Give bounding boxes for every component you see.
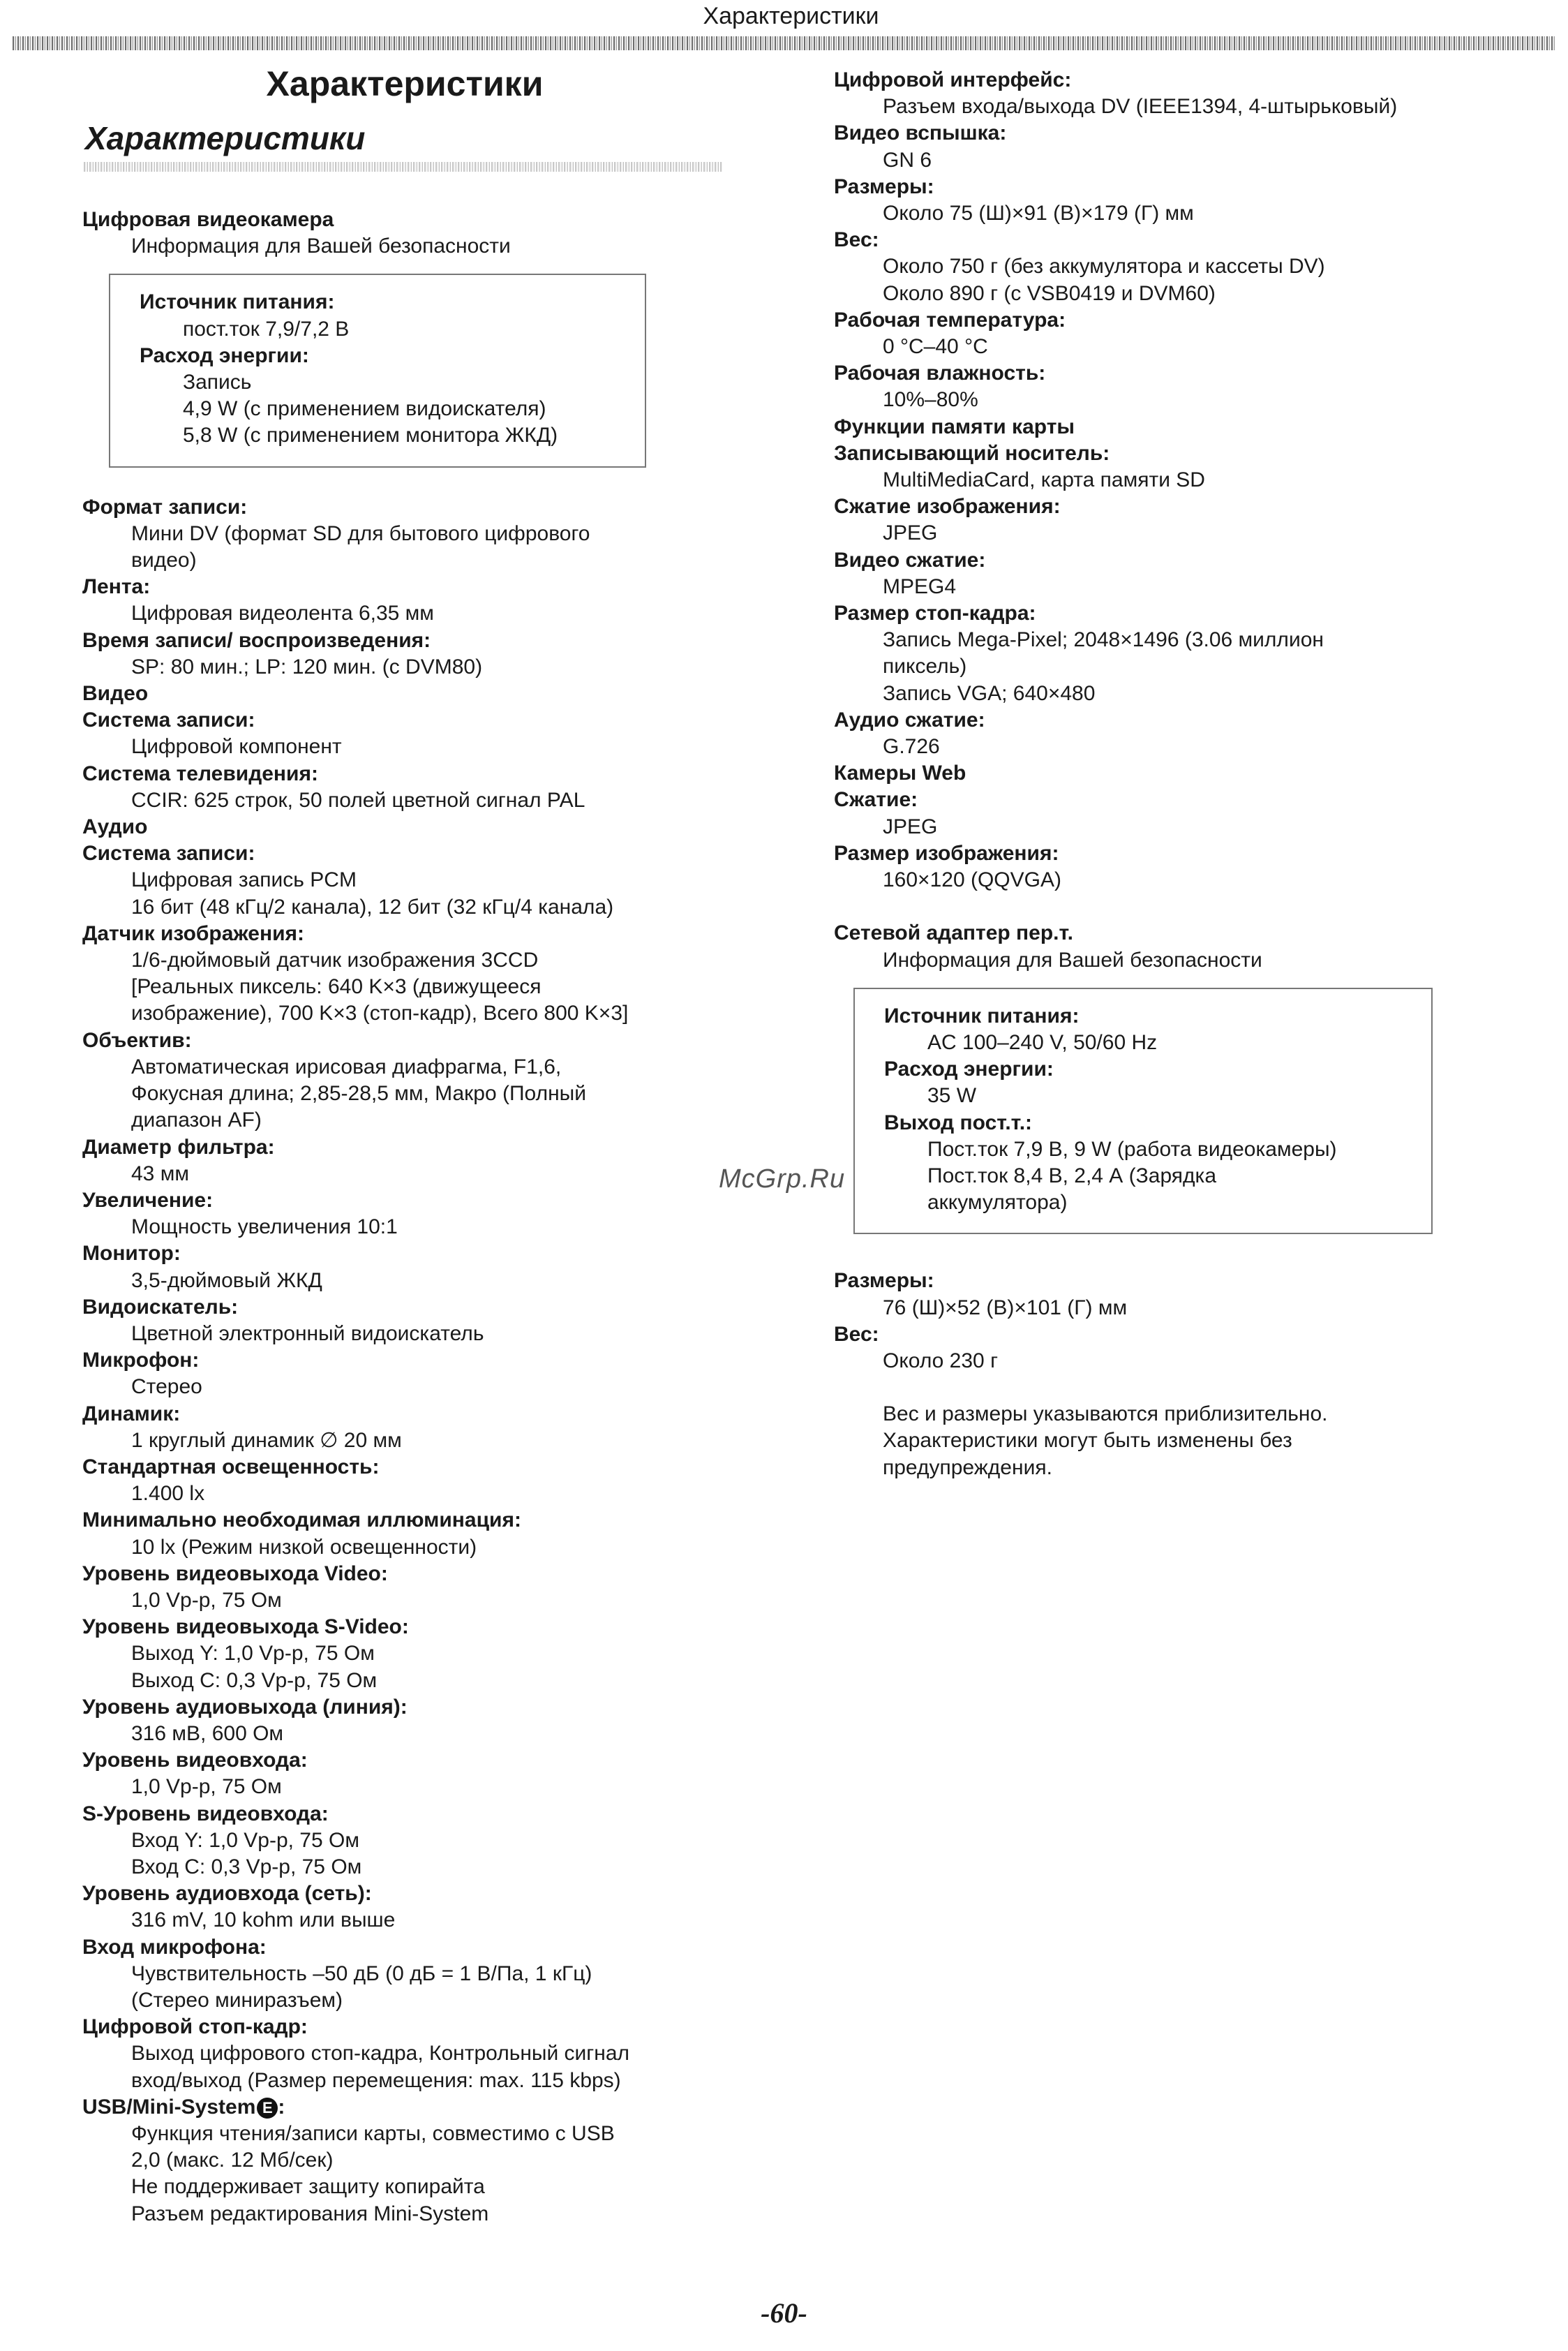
spec-label: Аудио (82, 815, 148, 839)
spec-value: 1/6-дюймовый датчик изображения 3CCD (131, 949, 539, 972)
spec-value: 316 мВ, 600 Ом (131, 1721, 284, 1745)
spec-label: Рабочая влажность: (834, 362, 1046, 385)
spec-label: Монитор: (82, 1242, 181, 1266)
spec-item (82, 1747, 752, 1800)
right-spec-list (834, 67, 1504, 893)
spec-item (834, 707, 1504, 760)
spec-value: GN 6 (883, 148, 932, 172)
spec-label: Диаметр фильтра: (82, 1135, 275, 1159)
spec-value: Не поддерживает защиту копирайта (131, 2175, 485, 2199)
adapter-heading: Сетевой адаптер пер.т. (834, 921, 1073, 945)
spec-label: Объектив: (82, 1028, 192, 1052)
spec-value: Выход Y: 1,0 Vp-p, 75 Ом (131, 1642, 375, 1666)
spec-item (82, 707, 752, 760)
spec-value: Мощность увеличения 10:1 (131, 1215, 398, 1239)
spec-value: Около 750 г (без аккумулятора и кассеты DV) (883, 255, 1325, 279)
adapter-spec-list (834, 1268, 1504, 1374)
spec-label: Функции памяти карты (834, 415, 1075, 438)
camera-consumption-mode: Запись (183, 371, 252, 394)
spec-value: Чувствительность –50 дБ (0 дБ = 1 В/Па, 1 кГц) (131, 1961, 592, 1985)
spec-item (82, 1240, 752, 1293)
spec-value: Запись VGA; 640×480 (883, 681, 1096, 705)
spec-value: 16 бит (48 кГц/2 канала), 12 бит (32 кГц/4 канала) (131, 895, 614, 919)
spec-label: Стандартная освещенность: (82, 1455, 380, 1478)
spec-item (82, 1934, 752, 2015)
spec-value: пиксель) (883, 655, 967, 678)
spec-value: Вход C: 0,3 Vp-p, 75 Ом (131, 1855, 362, 1878)
spec-value: Цифровая запись PCM (131, 868, 357, 892)
spec-label: Вход микрофона: (82, 1935, 267, 1959)
spec-item (82, 1134, 752, 1187)
left-column (82, 207, 752, 2227)
spec-value: Запись Mega-Pixel; 2048×1496 (3.06 миллион (883, 628, 1324, 652)
spec-item (834, 307, 1504, 360)
spec-value: изображение), 700 K×3 (стоп-кадр), Всего 800 K×3] (131, 1002, 629, 1025)
spec-value: диапазон AF) (131, 1108, 262, 1132)
spec-label: Датчик изображения: (82, 921, 305, 945)
spec-label: Система телевидения: (82, 762, 318, 785)
adapter-safety-note: Информация для Вашей безопасности (883, 948, 1262, 972)
spec-value: 160×120 (QQVGA) (883, 868, 1061, 892)
right-column (834, 67, 1504, 1481)
watermark: McGrp.Ru (719, 1164, 846, 1194)
e-circle-icon: E (257, 2098, 278, 2119)
spec-item (834, 840, 1504, 893)
spec-value: MultiMediaCard, карта памяти SD (883, 468, 1205, 492)
spec-value: 10 lx (Режим низкой освещенности) (131, 1535, 477, 1559)
spec-item (82, 1561, 752, 1614)
spec-label: Уровень аудиовыхода (линия): (82, 1695, 408, 1719)
spec-value: CCIR: 625 строк, 50 полей цветной сигнал PAL (131, 788, 585, 812)
spec-value: Около 230 г (883, 1349, 999, 1372)
spec-item (82, 628, 752, 681)
spec-label: Вес: (834, 228, 879, 252)
spec-item (82, 574, 752, 627)
spec-item (834, 414, 1504, 440)
spec-value: Мини DV (формат SD для бытового цифрового (131, 521, 590, 545)
spec-label: Уровень видеовыхода S-Video: (82, 1615, 409, 1639)
spec-label: Система записи: (82, 709, 255, 732)
running-header: Характеристики (703, 3, 879, 29)
spec-value: Цифровой компонент (131, 735, 342, 759)
adapter-output-1: Пост.ток 7,9 В, 9 W (работа видеокамеры) (927, 1137, 1337, 1161)
spacer (834, 893, 1504, 920)
spec-item (82, 494, 752, 574)
spec-item (82, 921, 752, 1028)
spec-label (82, 2094, 752, 2121)
camera-consumption-viewfinder: 4,9 W (с применением видоискателя) (183, 397, 546, 421)
spec-value: 3,5-дюймовый ЖКД (131, 1268, 322, 1292)
spec-item (834, 227, 1504, 307)
spec-item (834, 547, 1504, 600)
spec-value: Около 75 (Ш)×91 (В)×179 (Г) мм (883, 202, 1194, 225)
spec-value: 1,0 Vp-p, 75 Ом (131, 1775, 282, 1799)
adapter-power-value: AC 100–240 V, 50/60 Hz (927, 1030, 1158, 1054)
spec-item (834, 360, 1504, 413)
disclaimer-line: Вес и размеры указываются приблизительно. (883, 1402, 1328, 1426)
spec-item (82, 1881, 752, 1934)
spec-label: Видео вспышка: (834, 121, 1007, 145)
spec-value: MPEG4 (883, 574, 957, 598)
camera-heading: Цифровая видеокамера (82, 208, 334, 231)
disclaimer-line: предупреждения. (883, 1455, 1052, 1479)
spec-label: Уровень аудиовхода (сеть): (82, 1882, 372, 1906)
spec-item (82, 1347, 752, 1400)
spec-item (834, 67, 1504, 120)
spec-item (82, 1028, 752, 1134)
camera-safety-note: Информация для Вашей безопасности (131, 235, 511, 258)
spec-value: Цифровая видеолента 6,35 мм (131, 602, 434, 625)
adapter-power-box (853, 988, 1433, 1235)
spec-value: Цветной электронный видоискатель (131, 1321, 484, 1345)
disclaimer-line: Характеристики могут быть изменены без (883, 1429, 1292, 1453)
spec-label: Видео сжатие: (834, 548, 986, 572)
section-rule (84, 162, 722, 172)
spec-value: 10%–80% (883, 388, 978, 412)
spec-item (82, 1187, 752, 1240)
spec-item (82, 814, 752, 840)
spec-item (82, 1401, 752, 1454)
adapter-consumption-label: Расход энергии: (884, 1058, 1054, 1081)
spec-label: Аудио сжатие: (834, 708, 985, 732)
spec-label: Сжатие: (834, 788, 918, 812)
spec-value: Функция чтения/записи карты, совместимо с USB (131, 2122, 615, 2146)
spec-label: Уровень видеовхода: (82, 1749, 308, 1772)
spec-label: Размеры: (834, 1269, 934, 1293)
spec-item (82, 1614, 752, 1694)
spec-value: Выход цифрового стоп-кадра, Контрольный сигнал (131, 2042, 630, 2066)
spec-value: JPEG (883, 521, 938, 545)
usb-label-suffix: : (278, 2095, 285, 2119)
spec-value: 76 (Ш)×52 (В)×101 (Г) мм (883, 1296, 1128, 1319)
spec-label: Размеры: (834, 175, 934, 198)
spec-label: Микрофон: (82, 1349, 200, 1372)
spec-usb (82, 2094, 752, 2227)
spec-item (834, 494, 1504, 547)
spec-label: Система записи: (82, 842, 255, 866)
spec-item (82, 761, 752, 814)
spec-value: видео) (131, 549, 197, 572)
spec-value: 1.400 lx (131, 1482, 205, 1506)
spec-value: Разъем редактирования Mini-System (131, 2202, 489, 2225)
spec-value: Выход C: 0,3 Vp-p, 75 Ом (131, 1668, 378, 1692)
adapter-output-label: Выход пост.т.: (884, 1111, 1033, 1134)
spec-item (82, 1801, 752, 1881)
spec-label: Цифровой интерфейс: (834, 68, 1072, 91)
page-number: -60- (761, 2297, 807, 2329)
spec-label: Увеличение: (82, 1188, 214, 1212)
spec-value: Вход Y: 1,0 Vp-p, 75 Ом (131, 1828, 359, 1852)
spec-value: (Стерео миниразъем) (131, 1989, 343, 2012)
adapter-power-label: Источник питания: (884, 1004, 1080, 1028)
spec-label: Динамик: (82, 1402, 181, 1425)
spec-value: Фокусная длина; 2,85-28,5 мм, Макро (Полный (131, 1082, 586, 1106)
spec-label: Видео (82, 682, 149, 706)
spec-label: Лента: (82, 575, 151, 599)
spec-value: SP: 80 мин.; LP: 120 мин. (с DVM80) (131, 655, 483, 678)
spec-value: вход/выход (Размер перемещения: max. 115 kbps) (131, 2068, 621, 2092)
spec-label: Рабочая температура: (834, 308, 1066, 332)
spec-label: Сжатие изображения: (834, 495, 1061, 519)
spec-label: Записывающий носитель: (834, 441, 1110, 465)
spec-value: Автоматическая ирисовая диафрагма, F1,6, (131, 1055, 562, 1078)
spec-label: Видоискатель: (82, 1295, 239, 1319)
spec-label: Вес: (834, 1322, 879, 1346)
spec-item (82, 1507, 752, 1560)
spec-label: S-Уровень видеовхода: (82, 1802, 329, 1825)
camera-power-box (109, 274, 646, 467)
spec-value: 43 мм (131, 1162, 189, 1185)
section-title: Характеристики (85, 120, 366, 156)
spacer (834, 1374, 1504, 1401)
spec-value: [Реальных пиксель: 640 K×3 (движущееся (131, 975, 542, 999)
spec-value: JPEG (883, 815, 938, 838)
spec-value: 316 mV, 10 kohm или выше (131, 1908, 396, 1932)
spec-value: G.726 (883, 735, 940, 759)
adapter-output-3: аккумулятора) (927, 1191, 1068, 1215)
spec-item (82, 840, 752, 921)
spec-value: Разъем входа/выхода DV (IEEE1394, 4-штырьковый) (883, 95, 1398, 119)
spec-label: Время записи/ воспроизведения: (82, 628, 431, 652)
spec-value: 2,0 (макс. 12 Мб/сек) (131, 2149, 334, 2172)
spec-label: Уровень видеовыхода Video: (82, 1562, 388, 1585)
spec-item (82, 2014, 752, 2094)
spec-label: Камеры Web (834, 762, 966, 785)
spec-value: 0 °C–40 °C (883, 335, 988, 359)
spec-item (834, 174, 1504, 227)
usb-label: USB/Mini-System (82, 2095, 256, 2119)
spec-value: 1,0 Vp-p, 75 Ом (131, 1588, 282, 1612)
spec-item (834, 1321, 1504, 1374)
spec-item (82, 1454, 752, 1507)
header-rule (13, 36, 1555, 50)
spec-item (82, 1294, 752, 1347)
camera-consumption-label: Расход энергии: (140, 343, 309, 367)
adapter-consumption-value: 35 W (927, 1084, 977, 1108)
spec-item (834, 760, 1504, 787)
spec-item (834, 440, 1504, 494)
spec-item (82, 1694, 752, 1747)
spec-item (834, 1268, 1504, 1321)
spec-value: Стерео (131, 1375, 202, 1399)
spec-label: Размер изображения: (834, 841, 1059, 865)
spec-label: Цифровой стоп-кадр: (82, 2015, 308, 2039)
camera-consumption-lcd: 5,8 W (с применением монитора ЖКД) (183, 424, 558, 447)
adapter-output-2: Пост.ток 8,4 В, 2,4 А (Зарядка (927, 1164, 1217, 1187)
spec-item (834, 120, 1504, 173)
page-title: Характеристики (266, 64, 544, 103)
camera-power-value: пост.ток 7,9/7,2 В (183, 317, 350, 341)
spec-item (834, 787, 1504, 840)
spec-label: Размер стоп-кадра: (834, 602, 1036, 625)
spec-label: Формат записи: (82, 495, 248, 519)
spec-item (834, 600, 1504, 707)
camera-power-label: Источник питания: (140, 290, 335, 314)
spec-label: Минимально необходимая иллюминация: (82, 1508, 521, 1532)
left-spec-list (82, 494, 752, 2094)
spec-item (82, 681, 752, 707)
spec-value: 1 круглый динамик ∅ 20 мм (131, 1428, 402, 1452)
spec-value: Около 890 г (с VSB0419 и DVM60) (883, 281, 1216, 305)
